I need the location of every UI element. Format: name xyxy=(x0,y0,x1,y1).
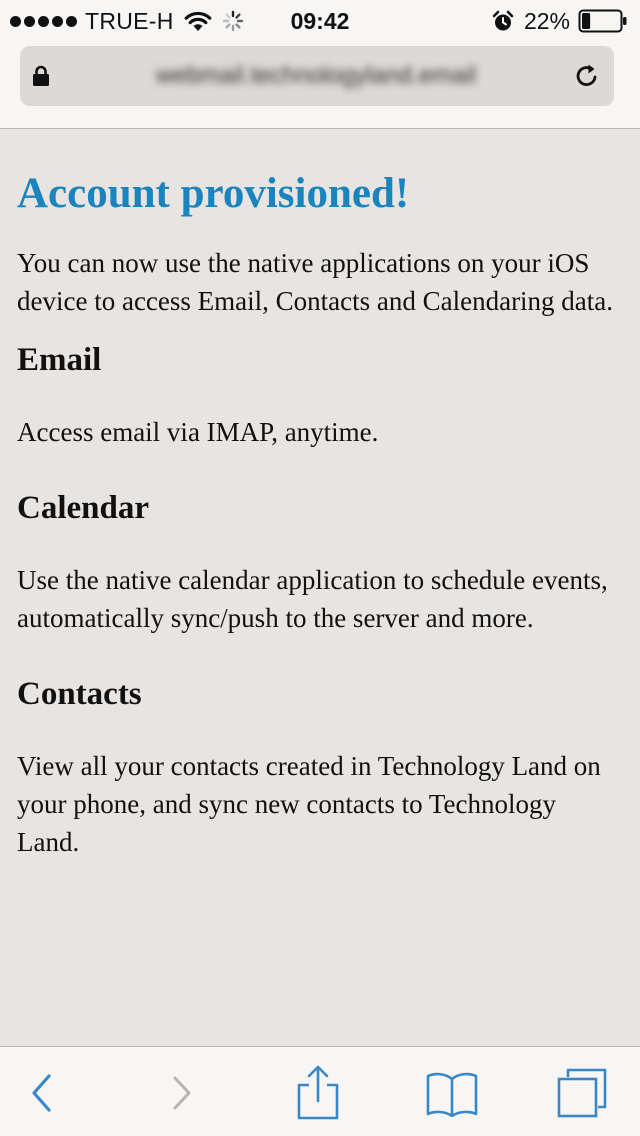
battery-icon xyxy=(578,9,628,33)
browser-toolbar xyxy=(0,1046,640,1136)
tabs-icon xyxy=(556,1067,608,1119)
intro-text: You can now use the native applications on your iOS device to access Email, Contacts and Calendaring data. xyxy=(17,248,614,316)
section-body-calendar: Use the native calendar application to schedule events, automatically sync/push to the server and more. xyxy=(17,565,608,633)
url-text[interactable]: webmail.technologyland.email xyxy=(155,62,477,89)
address-bar[interactable] xyxy=(20,46,614,106)
browser-top-chrome xyxy=(0,0,640,129)
forward-button[interactable] xyxy=(152,1063,212,1123)
lock-icon xyxy=(32,65,50,87)
status-bar xyxy=(0,0,640,40)
share-button[interactable] xyxy=(288,1063,348,1123)
status-right xyxy=(492,6,628,36)
alarm-icon xyxy=(492,10,514,32)
reload-icon[interactable] xyxy=(572,61,602,91)
page-title: Account provisioned! xyxy=(17,170,410,217)
back-icon xyxy=(27,1071,57,1115)
bookmarks-icon xyxy=(425,1069,479,1117)
tabs-button[interactable] xyxy=(552,1063,612,1123)
battery-percent: 22% xyxy=(523,7,570,34)
section-heading-contacts: Contacts xyxy=(17,676,142,712)
section-body-contacts: View all your contacts created in Technology Land on your phone, and sync new contacts to Technology Land. xyxy=(17,751,601,857)
status-time: 09:42 xyxy=(290,8,350,34)
page-content xyxy=(17,128,617,861)
section-body-email: Access email via IMAP, anytime. xyxy=(17,417,379,447)
section-heading-calendar: Calendar xyxy=(17,490,149,526)
share-icon xyxy=(296,1065,340,1121)
forward-icon xyxy=(167,1071,197,1115)
back-button[interactable] xyxy=(12,1063,72,1123)
carrier-name: TRUE-H xyxy=(85,7,174,34)
section-heading-email: Email xyxy=(17,342,102,378)
bookmarks-button[interactable] xyxy=(422,1063,482,1123)
